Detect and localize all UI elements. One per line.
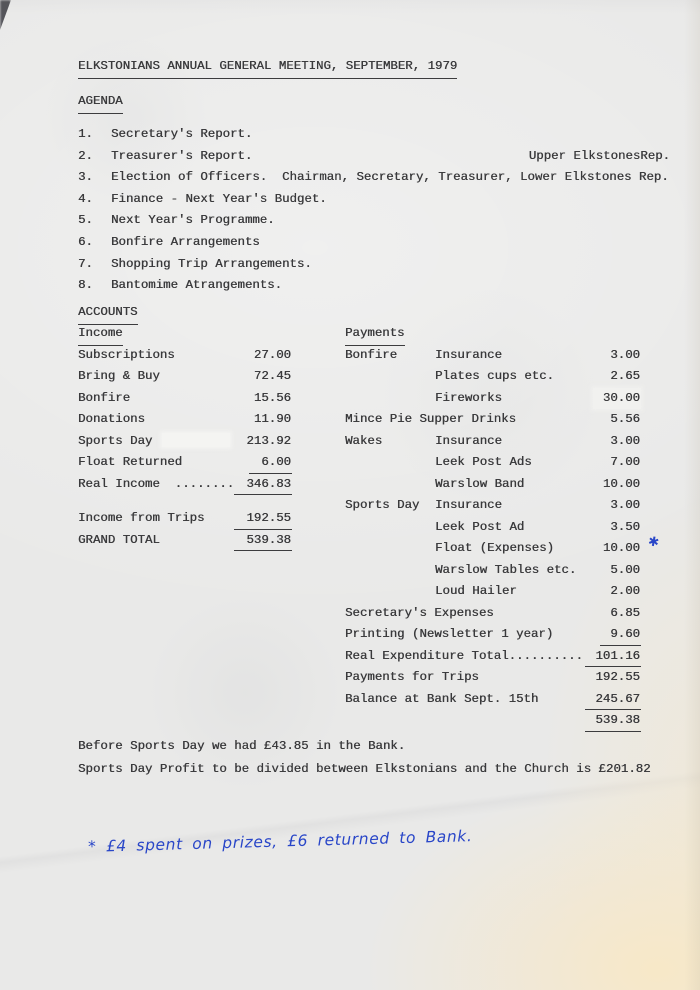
agenda-item-text: Next Year's Programme.	[111, 213, 275, 228]
agenda-item-text: Bantomime Atrangements.	[111, 278, 283, 293]
income-row	[78, 530, 292, 552]
income-value: 6.00	[249, 452, 292, 474]
agenda-list	[78, 124, 684, 297]
income-label: Bonfire	[78, 390, 131, 405]
agenda-item-text: Treasurer's Report.	[111, 148, 253, 163]
income-row	[78, 474, 292, 496]
payment-group	[345, 538, 435, 560]
payment-row	[345, 646, 641, 668]
payment-group	[345, 560, 435, 582]
payment-group: Bonfire	[345, 347, 398, 362]
payment-label: Secretary's Expenses	[345, 605, 494, 620]
payments-column	[345, 323, 661, 732]
scan-corner-artifact	[0, 0, 11, 30]
accounts-heading	[78, 302, 138, 325]
agenda-item-number: 8.	[78, 278, 93, 293]
payment-label: Real Expenditure Total..........	[345, 648, 583, 663]
payment-row	[345, 388, 641, 410]
payment-row	[345, 624, 641, 646]
payment-group	[345, 452, 435, 474]
payment-value: 539.38	[585, 710, 641, 732]
income-label: Float Returned	[78, 455, 183, 469]
agenda-heading	[78, 91, 123, 114]
payment-group: Sports Day	[345, 498, 420, 512]
payment-label: Plates cups etc.	[435, 369, 554, 383]
handwritten-star-icon: ✱	[646, 534, 661, 551]
payment-value: 3.50	[610, 519, 640, 534]
income-heading	[78, 323, 292, 345]
footnote-line: Before Sports Day we had £43.85 in the Bank.	[78, 739, 406, 753]
agenda-item-number: 6.	[78, 234, 93, 249]
payment-row	[345, 495, 641, 517]
agenda-item-number: 4.	[78, 191, 93, 206]
footnotes	[78, 736, 651, 781]
agenda-item	[78, 189, 684, 211]
payment-label: Fireworks	[435, 390, 502, 405]
payments-heading	[345, 323, 641, 345]
income-value: 72.45	[253, 369, 291, 383]
income-label: Real Income ........	[78, 476, 235, 491]
payment-group	[345, 581, 435, 603]
payment-value: 6.85	[610, 605, 640, 620]
payment-label: Float (Expenses)	[435, 541, 554, 555]
payment-label: Payments for Trips	[345, 670, 479, 684]
agenda-item	[78, 232, 684, 254]
income-row	[78, 345, 292, 367]
income-label: Sports Day	[78, 433, 153, 448]
payment-row	[345, 409, 641, 431]
income-row	[78, 452, 292, 474]
income-heading-text: Income	[78, 323, 123, 346]
payment-value: 5.00	[610, 562, 640, 577]
payment-row	[345, 474, 641, 496]
agenda-item-text: Bonfire Arrangements	[111, 234, 260, 249]
payment-value: 3.00	[610, 498, 640, 512]
income-value: 27.00	[253, 347, 291, 362]
payment-group	[345, 474, 435, 496]
agenda-item-number: 1.	[78, 127, 93, 141]
payment-row	[345, 345, 641, 367]
payment-value: 2.00	[610, 584, 640, 598]
payment-row	[345, 560, 641, 582]
payment-rows	[345, 345, 661, 732]
handwritten-note: * £4 spent on prizes, £6 returned to Bank.	[87, 827, 473, 856]
payment-value: 10.00 ✱	[593, 538, 641, 560]
income-value: 346.83	[234, 474, 292, 496]
payment-label: Insurance	[435, 498, 502, 512]
agenda-side-note: Upper ElkstonesRep.	[528, 148, 670, 163]
agenda-item-text: Secretary's Report.	[111, 127, 253, 141]
income-row	[78, 366, 292, 388]
payment-value: 101.16	[585, 646, 641, 668]
footnote-line: Sports Day Profit to be divided between Elkstonians and the Church is £201.82	[78, 761, 651, 776]
income-totals	[78, 508, 292, 551]
agenda-item-number: 7.	[78, 256, 93, 271]
income-row	[78, 431, 292, 453]
payment-value: 245.67	[585, 689, 641, 711]
agenda-item	[78, 210, 684, 232]
income-value: 15.56	[253, 390, 291, 405]
payment-label: Warslow Tables etc.	[435, 562, 577, 577]
payment-value: 192.55	[595, 670, 640, 684]
payment-value: 3.00	[610, 433, 640, 448]
agenda-item	[78, 275, 684, 297]
scan-edge-shadow	[684, 0, 700, 990]
payment-value: 9.60	[600, 624, 641, 646]
payment-row	[345, 517, 641, 539]
payment-row	[345, 431, 641, 453]
agenda-item-text: Election of Officers. Chairman, Secretary, Treasurer, Lower Elkstones Rep.	[111, 170, 669, 185]
payment-value: 5.56	[610, 412, 640, 426]
agenda-item	[78, 124, 684, 146]
income-label: Donations	[78, 412, 145, 426]
income-label: GRAND TOTAL	[78, 532, 160, 547]
payment-row	[345, 710, 641, 732]
payment-label: Loud Hailer	[435, 584, 517, 598]
payment-value: 30.00	[593, 388, 641, 410]
income-value: 11.90	[253, 412, 291, 426]
income-column	[78, 323, 292, 551]
income-value: 539.38	[234, 530, 292, 552]
payment-label: Balance at Bank Sept. 15th	[345, 691, 539, 706]
agenda-item-number: 5.	[78, 213, 93, 228]
payment-label: Printing (Newsletter 1 year)	[345, 627, 554, 641]
income-row	[78, 508, 292, 530]
payment-group	[345, 366, 435, 388]
payment-row	[345, 534, 661, 560]
page-title-text: ELKSTONIANS ANNUAL GENERAL MEETING, SEPTEMBER, 1979	[78, 56, 457, 79]
agenda-item	[78, 167, 684, 189]
agenda-item-text: Finance - Next Year's Budget.	[111, 191, 327, 206]
income-rows	[78, 345, 292, 496]
payment-label: Insurance	[435, 433, 502, 448]
payment-value: 3.00	[610, 347, 640, 362]
payment-row	[345, 667, 641, 689]
payment-row	[345, 603, 641, 625]
agenda-item-text: Shopping Trip Arrangements.	[111, 256, 312, 271]
payment-row	[345, 366, 641, 388]
payments-heading-text: Payments	[345, 323, 405, 346]
payment-value: 2.65	[610, 369, 640, 383]
payment-group	[345, 388, 435, 410]
payment-value: 10.00	[602, 476, 640, 491]
payment-label: Mince Pie Supper Drinks	[345, 412, 517, 426]
page-title	[78, 56, 457, 79]
income-value: 192.55	[234, 508, 292, 530]
payment-label: Warslow Band	[435, 476, 525, 491]
payment-label: Leek Post Ad	[435, 519, 525, 534]
income-row	[78, 409, 292, 431]
income-label: Income from Trips	[78, 511, 205, 525]
payment-label: Insurance	[435, 347, 502, 362]
income-label: Bring & Buy	[78, 369, 160, 383]
income-label: Subscriptions	[78, 347, 175, 362]
payment-group	[345, 517, 435, 539]
income-row	[78, 388, 292, 410]
payment-row	[345, 689, 641, 711]
agenda-item-number: 3.	[78, 170, 93, 185]
accounts-heading-text: ACCOUNTS	[78, 302, 138, 325]
whiteout-correction	[162, 433, 230, 447]
income-value: 213.92	[246, 433, 291, 448]
agenda-item-number: 2.	[78, 148, 93, 163]
payment-row	[345, 452, 641, 474]
payment-label: Leek Post Ads	[435, 455, 532, 469]
payment-value: 7.00	[610, 455, 640, 469]
payment-group: Wakes	[345, 433, 383, 448]
agenda-item	[78, 146, 684, 168]
agenda-heading-text: AGENDA	[78, 91, 123, 114]
agenda-item	[78, 254, 684, 276]
payment-row	[345, 581, 641, 603]
